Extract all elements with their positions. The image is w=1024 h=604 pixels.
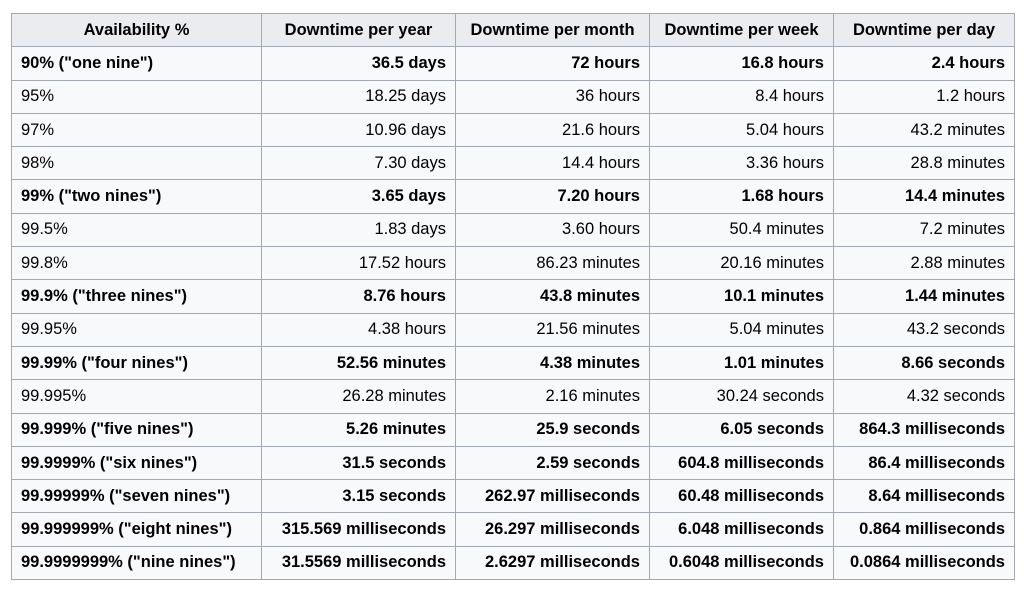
availability-cell: 99.95% — [12, 313, 262, 346]
downtime-month-cell: 72 hours — [456, 47, 650, 80]
downtime-day-cell: 864.3 milliseconds — [834, 413, 1015, 446]
availability-cell: 99.999999% ("eight nines") — [12, 513, 262, 546]
downtime-week-cell: 5.04 hours — [650, 113, 834, 146]
downtime-day-cell: 8.64 milliseconds — [834, 480, 1015, 513]
downtime-week-cell: 1.01 minutes — [650, 346, 834, 379]
availability-cell: 99.999% ("five nines") — [12, 413, 262, 446]
downtime-week-cell: 1.68 hours — [650, 180, 834, 213]
downtime-month-cell: 25.9 seconds — [456, 413, 650, 446]
downtime-day-cell: 86.4 milliseconds — [834, 446, 1015, 479]
downtime-year-cell: 5.26 minutes — [262, 413, 456, 446]
table-row — [12, 47, 1015, 80]
table-row — [12, 80, 1015, 113]
availability-cell: 99.99999% ("seven nines") — [12, 480, 262, 513]
downtime-week-cell: 50.4 minutes — [650, 213, 834, 246]
header-availability: Availability % — [12, 14, 262, 47]
availability-cell: 90% ("one nine") — [12, 47, 262, 80]
table-row — [12, 346, 1015, 379]
downtime-week-cell: 5.04 minutes — [650, 313, 834, 346]
downtime-day-cell: 8.66 seconds — [834, 346, 1015, 379]
availability-cell: 99.995% — [12, 380, 262, 413]
downtime-month-cell: 21.56 minutes — [456, 313, 650, 346]
table-row — [12, 247, 1015, 280]
downtime-year-cell: 3.15 seconds — [262, 480, 456, 513]
downtime-month-cell: 3.60 hours — [456, 213, 650, 246]
table-row — [12, 380, 1015, 413]
header-downtime-year: Downtime per year — [262, 14, 456, 47]
availability-cell: 99% ("two nines") — [12, 180, 262, 213]
downtime-week-cell: 30.24 seconds — [650, 380, 834, 413]
downtime-day-cell: 28.8 minutes — [834, 147, 1015, 180]
downtime-day-cell: 43.2 seconds — [834, 313, 1015, 346]
table-row — [12, 313, 1015, 346]
downtime-month-cell: 14.4 hours — [456, 147, 650, 180]
table-row — [12, 546, 1015, 579]
downtime-month-cell: 21.6 hours — [456, 113, 650, 146]
table-body — [12, 47, 1015, 580]
downtime-month-cell: 36 hours — [456, 80, 650, 113]
table-row — [12, 147, 1015, 180]
table-row — [12, 213, 1015, 246]
availability-cell: 99.9% ("three nines") — [12, 280, 262, 313]
downtime-week-cell: 6.048 milliseconds — [650, 513, 834, 546]
downtime-day-cell: 1.44 minutes — [834, 280, 1015, 313]
downtime-day-cell: 2.4 hours — [834, 47, 1015, 80]
downtime-month-cell: 86.23 minutes — [456, 247, 650, 280]
table-row — [12, 180, 1015, 213]
downtime-week-cell: 16.8 hours — [650, 47, 834, 80]
table-row — [12, 280, 1015, 313]
downtime-year-cell: 315.569 milliseconds — [262, 513, 456, 546]
header-downtime-week: Downtime per week — [650, 14, 834, 47]
downtime-week-cell: 10.1 minutes — [650, 280, 834, 313]
downtime-week-cell: 20.16 minutes — [650, 247, 834, 280]
availability-table — [11, 13, 1015, 580]
downtime-year-cell: 17.52 hours — [262, 247, 456, 280]
downtime-day-cell: 0.864 milliseconds — [834, 513, 1015, 546]
table-row — [12, 513, 1015, 546]
downtime-day-cell: 14.4 minutes — [834, 180, 1015, 213]
table-row — [12, 446, 1015, 479]
downtime-year-cell: 3.65 days — [262, 180, 456, 213]
downtime-year-cell: 26.28 minutes — [262, 380, 456, 413]
availability-cell: 99.8% — [12, 247, 262, 280]
downtime-year-cell: 10.96 days — [262, 113, 456, 146]
availability-cell: 95% — [12, 80, 262, 113]
downtime-month-cell: 4.38 minutes — [456, 346, 650, 379]
availability-cell: 99.9999% ("six nines") — [12, 446, 262, 479]
downtime-week-cell: 6.05 seconds — [650, 413, 834, 446]
downtime-month-cell: 2.16 minutes — [456, 380, 650, 413]
downtime-day-cell: 0.0864 milliseconds — [834, 546, 1015, 579]
table-row — [12, 480, 1015, 513]
downtime-year-cell: 1.83 days — [262, 213, 456, 246]
downtime-day-cell: 7.2 minutes — [834, 213, 1015, 246]
downtime-week-cell: 0.6048 milliseconds — [650, 546, 834, 579]
downtime-day-cell: 2.88 minutes — [834, 247, 1015, 280]
downtime-month-cell: 2.59 seconds — [456, 446, 650, 479]
header-downtime-month: Downtime per month — [456, 14, 650, 47]
downtime-month-cell: 262.97 milliseconds — [456, 480, 650, 513]
availability-cell: 98% — [12, 147, 262, 180]
downtime-day-cell: 43.2 minutes — [834, 113, 1015, 146]
downtime-week-cell: 604.8 milliseconds — [650, 446, 834, 479]
downtime-year-cell: 52.56 minutes — [262, 346, 456, 379]
downtime-month-cell: 2.6297 milliseconds — [456, 546, 650, 579]
downtime-year-cell: 31.5569 milliseconds — [262, 546, 456, 579]
downtime-day-cell: 1.2 hours — [834, 80, 1015, 113]
table-row — [12, 413, 1015, 446]
downtime-month-cell: 43.8 minutes — [456, 280, 650, 313]
downtime-year-cell: 4.38 hours — [262, 313, 456, 346]
availability-cell: 97% — [12, 113, 262, 146]
downtime-week-cell: 60.48 milliseconds — [650, 480, 834, 513]
downtime-month-cell: 26.297 milliseconds — [456, 513, 650, 546]
availability-cell: 99.9999999% ("nine nines") — [12, 546, 262, 579]
downtime-year-cell: 18.25 days — [262, 80, 456, 113]
downtime-year-cell: 7.30 days — [262, 147, 456, 180]
downtime-year-cell: 31.5 seconds — [262, 446, 456, 479]
table-header — [12, 14, 1015, 47]
downtime-week-cell: 8.4 hours — [650, 80, 834, 113]
downtime-year-cell: 36.5 days — [262, 47, 456, 80]
downtime-week-cell: 3.36 hours — [650, 147, 834, 180]
downtime-month-cell: 7.20 hours — [456, 180, 650, 213]
table-row — [12, 113, 1015, 146]
header-row — [12, 14, 1015, 47]
downtime-day-cell: 4.32 seconds — [834, 380, 1015, 413]
availability-cell: 99.99% ("four nines") — [12, 346, 262, 379]
header-downtime-day: Downtime per day — [834, 14, 1015, 47]
downtime-year-cell: 8.76 hours — [262, 280, 456, 313]
availability-cell: 99.5% — [12, 213, 262, 246]
